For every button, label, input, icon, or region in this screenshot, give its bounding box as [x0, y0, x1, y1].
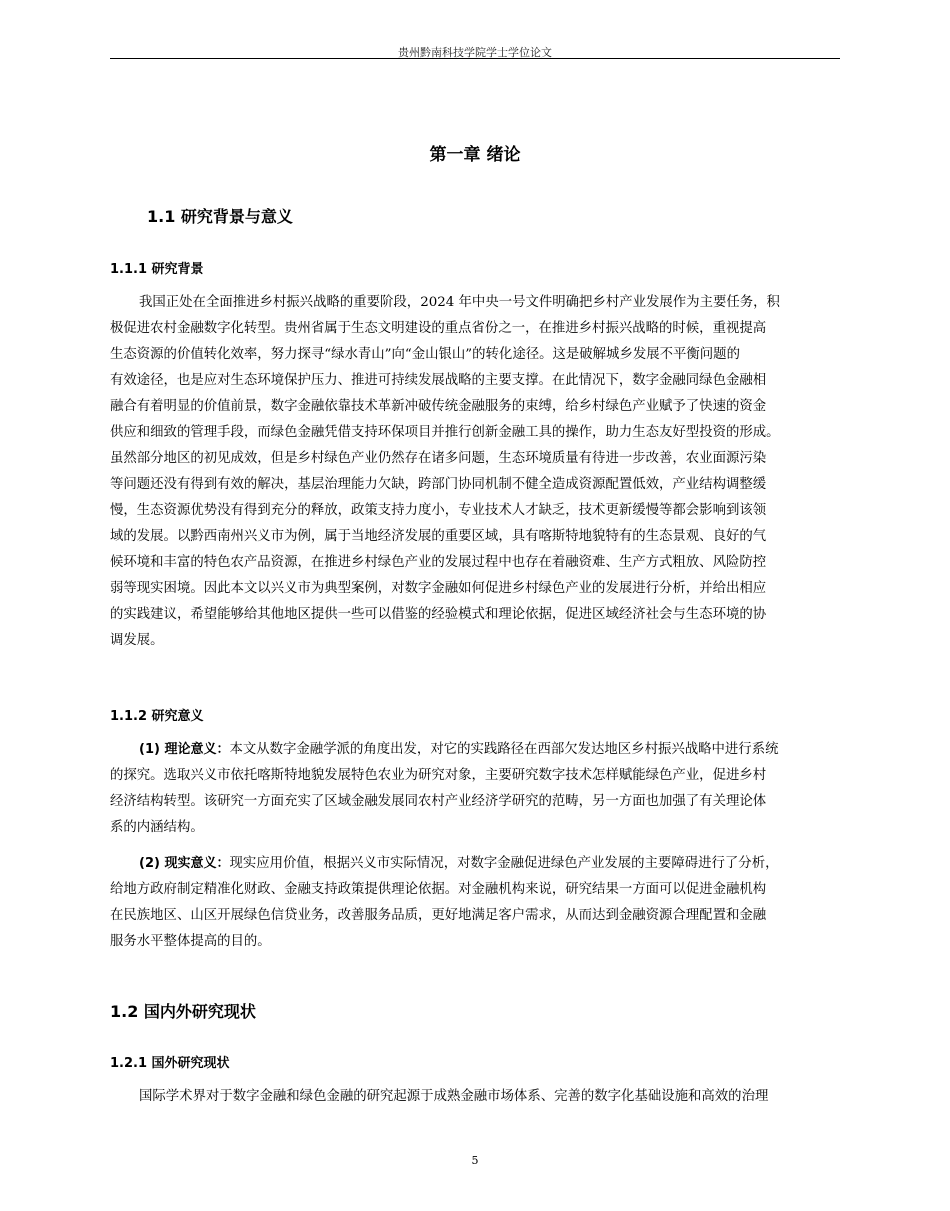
text-line: 有效途径，也是应对生态环境保护压力、推进可持续发展战略的主要支撑。在此情况下，数字金融同绿色金融相: [110, 373, 767, 388]
text-line: [110, 737, 838, 763]
subsection-heading-1-1-1: 1.1.1 研究背景: [110, 262, 204, 277]
text-line: 经济结构转型。该研究一方面充实了区域金融发展同农村产业经济学研究的范畴，另一方面也加强了有关理论体: [110, 794, 767, 809]
text-line: 融合有着明显的价值前景，数字金融依靠技术革新冲破传统金融服务的束缚，给乡村绿色产业赋予了快速的资金: [110, 399, 767, 414]
text-line: 给地方政府制定精准化财政、金融支持政策提供理论依据。对金融机构来说，研究结果一方面可以促进金融机构: [110, 882, 767, 897]
header-rule: [110, 58, 840, 59]
text-line: 等问题还没有得到有效的解决，基层治理能力欠缺，跨部门协同机制不健全造成资源配置低效，产业结构调整缓: [110, 477, 767, 492]
text-line: 国际学术界对于数字金融和绿色金融的研究起源于成熟金融市场体系、完善的数字化基础设施和高效的治理: [139, 1089, 769, 1104]
research-background-paragraph: [110, 290, 838, 654]
theory-text: 本文从数字金融学派的角度出发，对它的实践路径在西部欠发达地区乡村振兴战略中进行系统: [229, 742, 779, 757]
text-line: 系的内涵结构。: [110, 820, 204, 835]
practice-label: (2) 现实意义：: [139, 856, 230, 871]
text-line: [110, 851, 838, 877]
text-line: 极促进农村金融数字化转型。贵州省属于生态文明建设的重点省份之一，在推进乡村振兴战略的时候，重视提高: [110, 321, 767, 336]
text-line: 弱等现实困境。因此本文以兴义市为典型案例，对数字金融如何促进乡村绿色产业的发展进行分析，并给出相应: [110, 581, 767, 596]
text-line: 供应和细致的管理手段，而绿色金融凭借支持环保项目并推行创新金融工具的操作，助力生态友好型投资的形成。: [110, 425, 780, 440]
page-number: 5: [471, 1154, 479, 1167]
text-line: 在民族地区、山区开展绿色信贷业务，改善服务品质，更好地满足客户需求，从而达到金融资源合理配置和金融: [110, 908, 767, 923]
practical-significance-paragraph: [110, 851, 838, 955]
subsection-heading-1-1-2: 1.1.2 研究意义: [110, 709, 204, 724]
theoretical-significance-paragraph: [110, 737, 838, 841]
text-line: 调发展。: [110, 633, 164, 648]
practice-text: 现实应用价值，根据兴义市实际情况，对数字金融促进绿色产业发展的主要障碍进行了分析，: [229, 856, 779, 871]
theory-label: (1) 理论意义：: [139, 742, 230, 757]
text-line: 我国正处在全面推进乡村振兴战略的重要阶段，2024 年中央一号文件明确把乡村产业发展作为主要任务，积: [139, 295, 780, 310]
text-line: 生态资源的价值转化效率，努力探寻“绿水青山”向“金山银山”的转化途径。这是破解城乡发展不平衡问题的: [110, 347, 740, 362]
foreign-research-paragraph: [110, 1084, 838, 1110]
text-line: 域的发展。以黔西南州兴义市为例，属于当地经济发展的重要区域，具有喀斯特地貌特有的生态景观、良好的气: [110, 529, 767, 544]
running-header: 贵州黔南科技学院学士学位论文: [398, 46, 552, 59]
section-heading-1-2: 1.2 国内外研究现状: [110, 1002, 256, 1021]
text-line: 服务水平整体提高的目的。: [110, 934, 271, 949]
text-line: 慢，生态资源优势没有得到充分的释放，政策支持力度小，专业技术人才缺乏，技术更新缓慢等都会影响到该领: [110, 503, 767, 518]
text-line: 虽然部分地区的初见成效，但是乡村绿色产业仍然存在诸多问题，生态环境质量有待进一步改善，农业面源污染: [110, 451, 767, 466]
text-line: 候环境和丰富的特色农产品资源，在推进乡村绿色产业的发展过程中也存在着融资难、生产方式粗放、风险防控: [110, 555, 767, 570]
text-line: 的探究。选取兴义市依托喀斯特地貌发展特色农业为研究对象，主要研究数字技术怎样赋能绿色产业，促进乡村: [110, 768, 767, 783]
chapter-title: 第一章 绪论: [429, 145, 521, 165]
section-heading-1-1: 1.1 研究背景与意义: [147, 207, 293, 226]
text-line: 的实践建议，希望能够给其他地区提供一些可以借鉴的经验模式和理论依据，促进区域经济社会与生态环境的协: [110, 607, 767, 622]
subsection-heading-1-2-1: 1.2.1 国外研究现状: [110, 1056, 230, 1071]
